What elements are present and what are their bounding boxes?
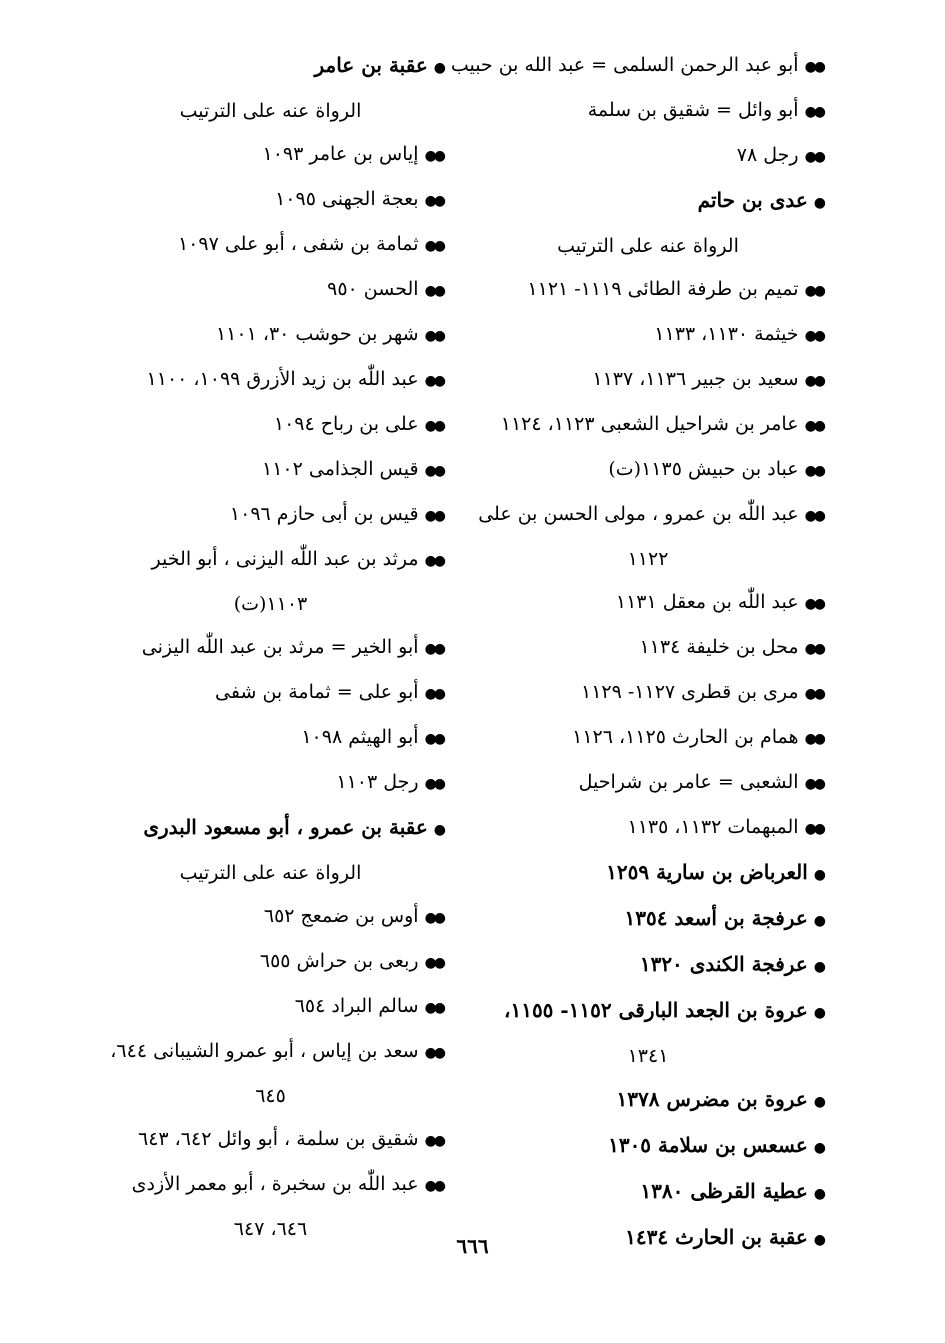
entry-text: تميم بن طرفة الطائى ١١١٩- ١١٢١ bbox=[527, 278, 799, 300]
companion-entry bbox=[473, 943, 823, 989]
bullet-icon: ●● bbox=[424, 328, 443, 344]
entry-text: عباد بن حبيش ١١٣٥(ت) bbox=[608, 458, 799, 480]
entry-text: عرفجة الكندى ١٣٢٠ bbox=[639, 952, 808, 976]
narrator-entry bbox=[98, 895, 443, 940]
narrator-entry bbox=[473, 358, 823, 403]
entry-text: محل بن خليفة ١١٣٤ bbox=[639, 636, 799, 658]
entry-text: أبو الخير = مرثد بن عبد اللّٰه اليزنى bbox=[141, 636, 419, 658]
bullet-icon: ● bbox=[813, 1005, 823, 1021]
bullet-icon: ●● bbox=[804, 373, 823, 389]
entry-text: عامر بن شراحيل الشعبى ١١٢٣، ١١٢٤ bbox=[500, 413, 799, 435]
entry-text: على بن رباح ١٠٩٤ bbox=[273, 413, 419, 435]
bullet-icon: ●● bbox=[804, 149, 823, 165]
bullet-icon: ●● bbox=[804, 104, 823, 120]
bullet-icon: ●● bbox=[424, 508, 443, 524]
entry-text: أبو عبد الرحمن السلمى = عبد الله بن حبيب bbox=[450, 54, 799, 76]
entry-text: سعد بن إياس ، أبو عمرو الشيبانى ٦٤٤، bbox=[110, 1040, 419, 1062]
narrator-entry bbox=[98, 716, 443, 761]
entry-text: مرى بن قطرى ١١٢٧- ١١٢٩ bbox=[581, 681, 799, 703]
bullet-icon: ●● bbox=[424, 463, 443, 479]
narrator-entry bbox=[450, 44, 823, 89]
companion-entry bbox=[98, 44, 443, 90]
section-heading: الرواة عنه على الترتيب bbox=[179, 100, 362, 122]
narrator-entry bbox=[98, 358, 443, 403]
bullet-icon: ●● bbox=[424, 776, 443, 792]
entry-text: عدى بن حاتم bbox=[697, 188, 808, 212]
bullet-icon: ● bbox=[433, 822, 443, 838]
entry-continuation: ١٣٤١ bbox=[627, 1045, 669, 1067]
entry-text: عقبة بن عامر bbox=[314, 53, 428, 77]
entry-text: بعجة الجهنى ١٠٩٥ bbox=[275, 188, 419, 210]
bullet-icon: ●● bbox=[804, 641, 823, 657]
bullet-icon: ● bbox=[813, 1094, 823, 1110]
narrator-entry bbox=[473, 89, 823, 134]
companion-entry bbox=[473, 1124, 823, 1170]
entry-text: أبو وائل = شقيق بن سلمة bbox=[587, 99, 799, 121]
narrator-entry bbox=[473, 448, 823, 493]
narrator-entry bbox=[98, 1163, 443, 1208]
entry-text: أبو الهيثم ١٠٩٨ bbox=[301, 726, 419, 748]
bullet-icon: ● bbox=[813, 867, 823, 883]
bullet-icon: ● bbox=[813, 195, 823, 211]
bullet-icon: ● bbox=[433, 60, 443, 76]
entry-text: ثمامة بن شفى ، أبو على ١٠٩٧ bbox=[177, 233, 419, 255]
bullet-icon: ●● bbox=[424, 238, 443, 254]
entry-text: سعيد بن جبير ١١٣٦، ١١٣٧ bbox=[592, 368, 799, 390]
bullet-icon: ● bbox=[813, 913, 823, 929]
narrator-entry bbox=[98, 493, 443, 538]
entry-text: ربعى بن حراش ٦٥٥ bbox=[259, 950, 419, 972]
entry-text: قيس بن أبى حازم ١٠٩٦ bbox=[229, 503, 419, 525]
narrator-entry bbox=[473, 761, 823, 806]
bullet-icon: ●● bbox=[424, 641, 443, 657]
companion-entry bbox=[473, 179, 823, 225]
companion-entry bbox=[473, 851, 823, 897]
companion-entry bbox=[98, 806, 443, 852]
entry-text: خيثمة ١١٣٠، ١١٣٣ bbox=[654, 323, 799, 345]
entry-text: أبو على = ثمامة بن شفى bbox=[215, 681, 419, 703]
bullet-icon: ●● bbox=[424, 283, 443, 299]
bullet-icon: ●● bbox=[424, 148, 443, 164]
narrator-entry bbox=[473, 581, 823, 626]
section-heading: الرواة عنه على الترتيب bbox=[179, 862, 362, 884]
bullet-icon: ●● bbox=[424, 1045, 443, 1061]
companion-entry bbox=[473, 1078, 823, 1124]
entry-text: عطية القرظى ١٣٨٠ bbox=[640, 1179, 808, 1203]
entry-text: عبد اللّٰه بن عمرو ، مولى الحسن بن على bbox=[478, 503, 799, 525]
bullet-icon: ●● bbox=[424, 955, 443, 971]
bullet-icon: ●● bbox=[424, 1000, 443, 1016]
entry-text: المبهمات ١١٣٢، ١١٣٥ bbox=[627, 816, 799, 838]
entry-text: عروة بن الجعد البارقى ١١٥٢- ١١٥٥، bbox=[503, 998, 808, 1022]
bullet-icon: ●● bbox=[804, 418, 823, 434]
bullet-icon: ● bbox=[813, 1232, 823, 1248]
narrator-entry bbox=[98, 133, 443, 178]
entry-text: مرثد بن عبد اللّٰه اليزنى ، أبو الخير bbox=[151, 548, 419, 570]
narrator-entry bbox=[473, 716, 823, 761]
companion-entry bbox=[473, 1170, 823, 1216]
entry-text: عرفجة بن أسعد ١٣٥٤ bbox=[624, 906, 808, 930]
entry-text: عقبة بن عمرو ، أبو مسعود البدرى bbox=[143, 815, 428, 839]
entry-text: عبد اللّٰه بن سخبرة ، أبو معمر الأزدى bbox=[131, 1173, 419, 1195]
narrator-entry bbox=[473, 671, 823, 716]
entry-text: الحسن ٩٥٠ bbox=[327, 278, 419, 300]
section-heading: الرواة عنه على الترتيب bbox=[557, 235, 739, 257]
bullet-icon: ●● bbox=[424, 373, 443, 389]
bullet-icon: ●● bbox=[804, 328, 823, 344]
narrator-entry bbox=[98, 940, 443, 985]
companion-entry bbox=[473, 989, 823, 1035]
entry-continuation: ١١٢٢ bbox=[627, 548, 669, 570]
bullet-icon: ●● bbox=[804, 463, 823, 479]
entry-continuation: ٦٤٥ bbox=[255, 1085, 286, 1107]
narrator-entry bbox=[473, 626, 823, 671]
bullet-icon: ● bbox=[813, 1186, 823, 1202]
narrator-entry bbox=[98, 403, 443, 448]
narrator-entry bbox=[98, 1030, 443, 1075]
entry-text: سالم البراد ٦٥٤ bbox=[294, 995, 419, 1017]
bullet-icon: ●● bbox=[804, 596, 823, 612]
bullet-icon: ●● bbox=[424, 1178, 443, 1194]
entry-text: أوس بن ضمعج ٦٥٢ bbox=[263, 905, 419, 927]
narrator-entry bbox=[98, 761, 443, 806]
entry-text: عسعس بن سلامة ١٣٠٥ bbox=[608, 1133, 808, 1157]
narrator-entry bbox=[473, 134, 823, 179]
entry-text: رجل ٧٨ bbox=[736, 144, 799, 166]
narrator-entry bbox=[473, 313, 823, 358]
bullet-icon: ●● bbox=[424, 910, 443, 926]
entry-text: قيس الجذامى ١١٠٢ bbox=[262, 458, 419, 480]
narrator-entry bbox=[98, 178, 443, 223]
bullet-icon: ●● bbox=[804, 59, 823, 75]
bullet-icon: ● bbox=[813, 1140, 823, 1156]
bullet-icon: ●● bbox=[804, 686, 823, 702]
narrator-entry bbox=[98, 626, 443, 671]
bullet-icon: ●● bbox=[804, 283, 823, 299]
bullet-icon: ● bbox=[813, 959, 823, 975]
narrator-entry bbox=[98, 1118, 443, 1163]
entry-text: عقبة بن الحارث ١٤٣٤ bbox=[625, 1225, 808, 1249]
entry-text: العرباض بن سارية ١٢٥٩ bbox=[606, 860, 808, 884]
entry-text: عروة بن مضرس ١٣٧٨ bbox=[616, 1087, 808, 1111]
bullet-icon: ●● bbox=[804, 821, 823, 837]
bullet-icon: ●● bbox=[804, 508, 823, 524]
entry-text: رجل ١١٠٣ bbox=[336, 771, 419, 793]
narrator-entry bbox=[98, 223, 443, 268]
bullet-icon: ●● bbox=[424, 553, 443, 569]
bullet-icon: ●● bbox=[804, 731, 823, 747]
companion-entry bbox=[473, 897, 823, 943]
left-column bbox=[98, 44, 443, 1251]
entry-text: شقيق بن سلمة ، أبو وائل ٦٤٢، ٦٤٣ bbox=[138, 1128, 419, 1150]
entry-text: الشعبى = عامر بن شراحيل bbox=[578, 771, 799, 793]
narrator-entry bbox=[473, 403, 823, 448]
bullet-icon: ●● bbox=[424, 686, 443, 702]
narrator-entry bbox=[98, 985, 443, 1030]
bullet-icon: ●● bbox=[424, 193, 443, 209]
entry-text: عبد اللّٰه بن معقل ١١٣١ bbox=[615, 591, 799, 613]
narrator-entry bbox=[98, 268, 443, 313]
entry-continuation: ٦٤٦، ٦٤٧ bbox=[233, 1218, 308, 1240]
entry-continuation: ١١٠٣(ت) bbox=[233, 593, 308, 615]
bullet-icon: ●● bbox=[804, 776, 823, 792]
narrator-entry bbox=[98, 448, 443, 493]
bullet-icon: ●● bbox=[424, 418, 443, 434]
narrator-entry bbox=[473, 268, 823, 313]
bullet-icon: ●● bbox=[424, 1133, 443, 1149]
bullet-icon: ●● bbox=[424, 731, 443, 747]
entry-text: شهر بن حوشب ٣٠، ١١٠١ bbox=[215, 323, 419, 345]
narrator-entry bbox=[98, 538, 443, 583]
narrator-entry bbox=[98, 671, 443, 716]
page-number: ٦٦٦ bbox=[456, 1234, 489, 1258]
entry-text: عبد اللّٰه بن زيد الأزرق ١٠٩٩، ١١٠٠ bbox=[146, 368, 419, 390]
narrator-entry bbox=[473, 493, 823, 538]
entry-text: إياس بن عامر ١٠٩٣ bbox=[262, 143, 419, 165]
entry-text: همام بن الحارث ١١٢٥، ١١٢٦ bbox=[572, 726, 799, 748]
narrator-entry bbox=[98, 313, 443, 358]
narrator-entry bbox=[473, 806, 823, 851]
